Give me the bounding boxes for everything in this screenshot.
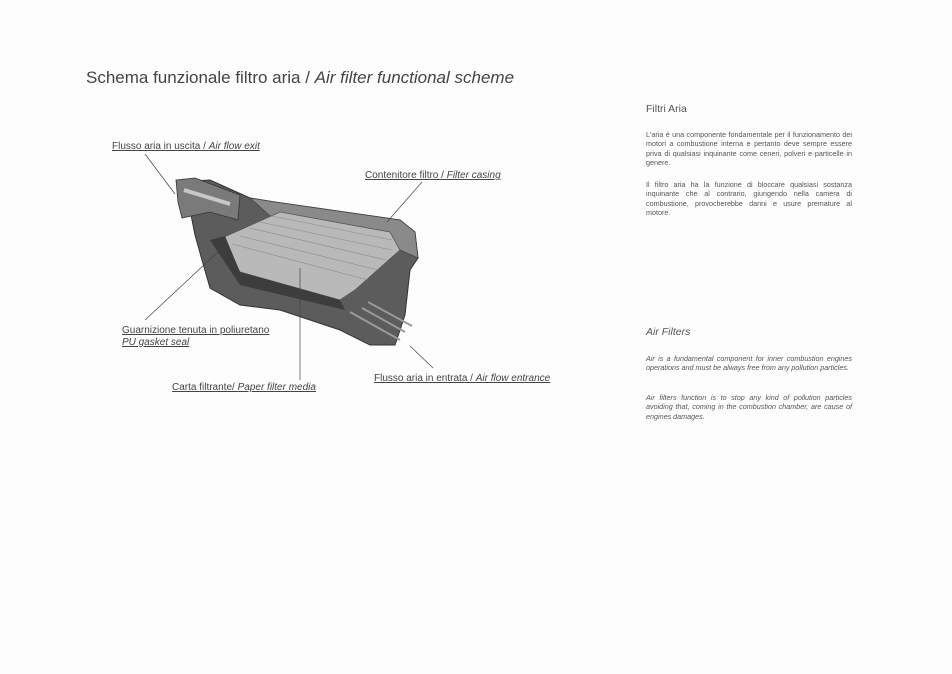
label-filter-casing: Contenitore filtro / Filter casing [365,170,501,181]
heading-air-filters: Air Filters [646,326,691,338]
paragraph-en-2: Air filters function is to stop any kind of pollution particles avoiding that, coming in the combustion chamber, are cause of engines damages. [646,393,852,421]
paragraph-en-1: Air is a fundamental component for inner combustion engines operations and must be always free from any pollution particles. [646,354,852,373]
label-gasket-seal-en: PU gasket seal [122,337,190,348]
paragraph-it-1: L'aria è una componente fondamentale per il funzionamento dei motori a combustione interna e pertanto deve sempre essere priva di qualsiasi inquinante come ceneri, polveri e particelle in genere. [646,130,852,168]
paragraph-it-2: Il filtro aria ha la funzione di bloccare qualsiasi sostanza inquinante che al contrario, giungendo nella camera di combustione, provocherebbe danni e usure premature al motore. [646,180,852,218]
label-air-flow-exit: Flusso aria in uscita / Air flow exit [112,141,260,152]
heading-filtri-aria: Filtri Aria [646,103,687,115]
page-title: Schema funzionale filtro aria / Air filter functional scheme [86,68,515,87]
label-paper-filter-media: Carta filtrante/ Paper filter media [172,382,316,393]
label-air-flow-entrance: Flusso aria in entrata / Air flow entrance [374,373,551,384]
label-gasket-seal-it: Guarnizione tenuta in poliuretano [122,325,270,336]
air-filter-diagram [100,140,580,400]
